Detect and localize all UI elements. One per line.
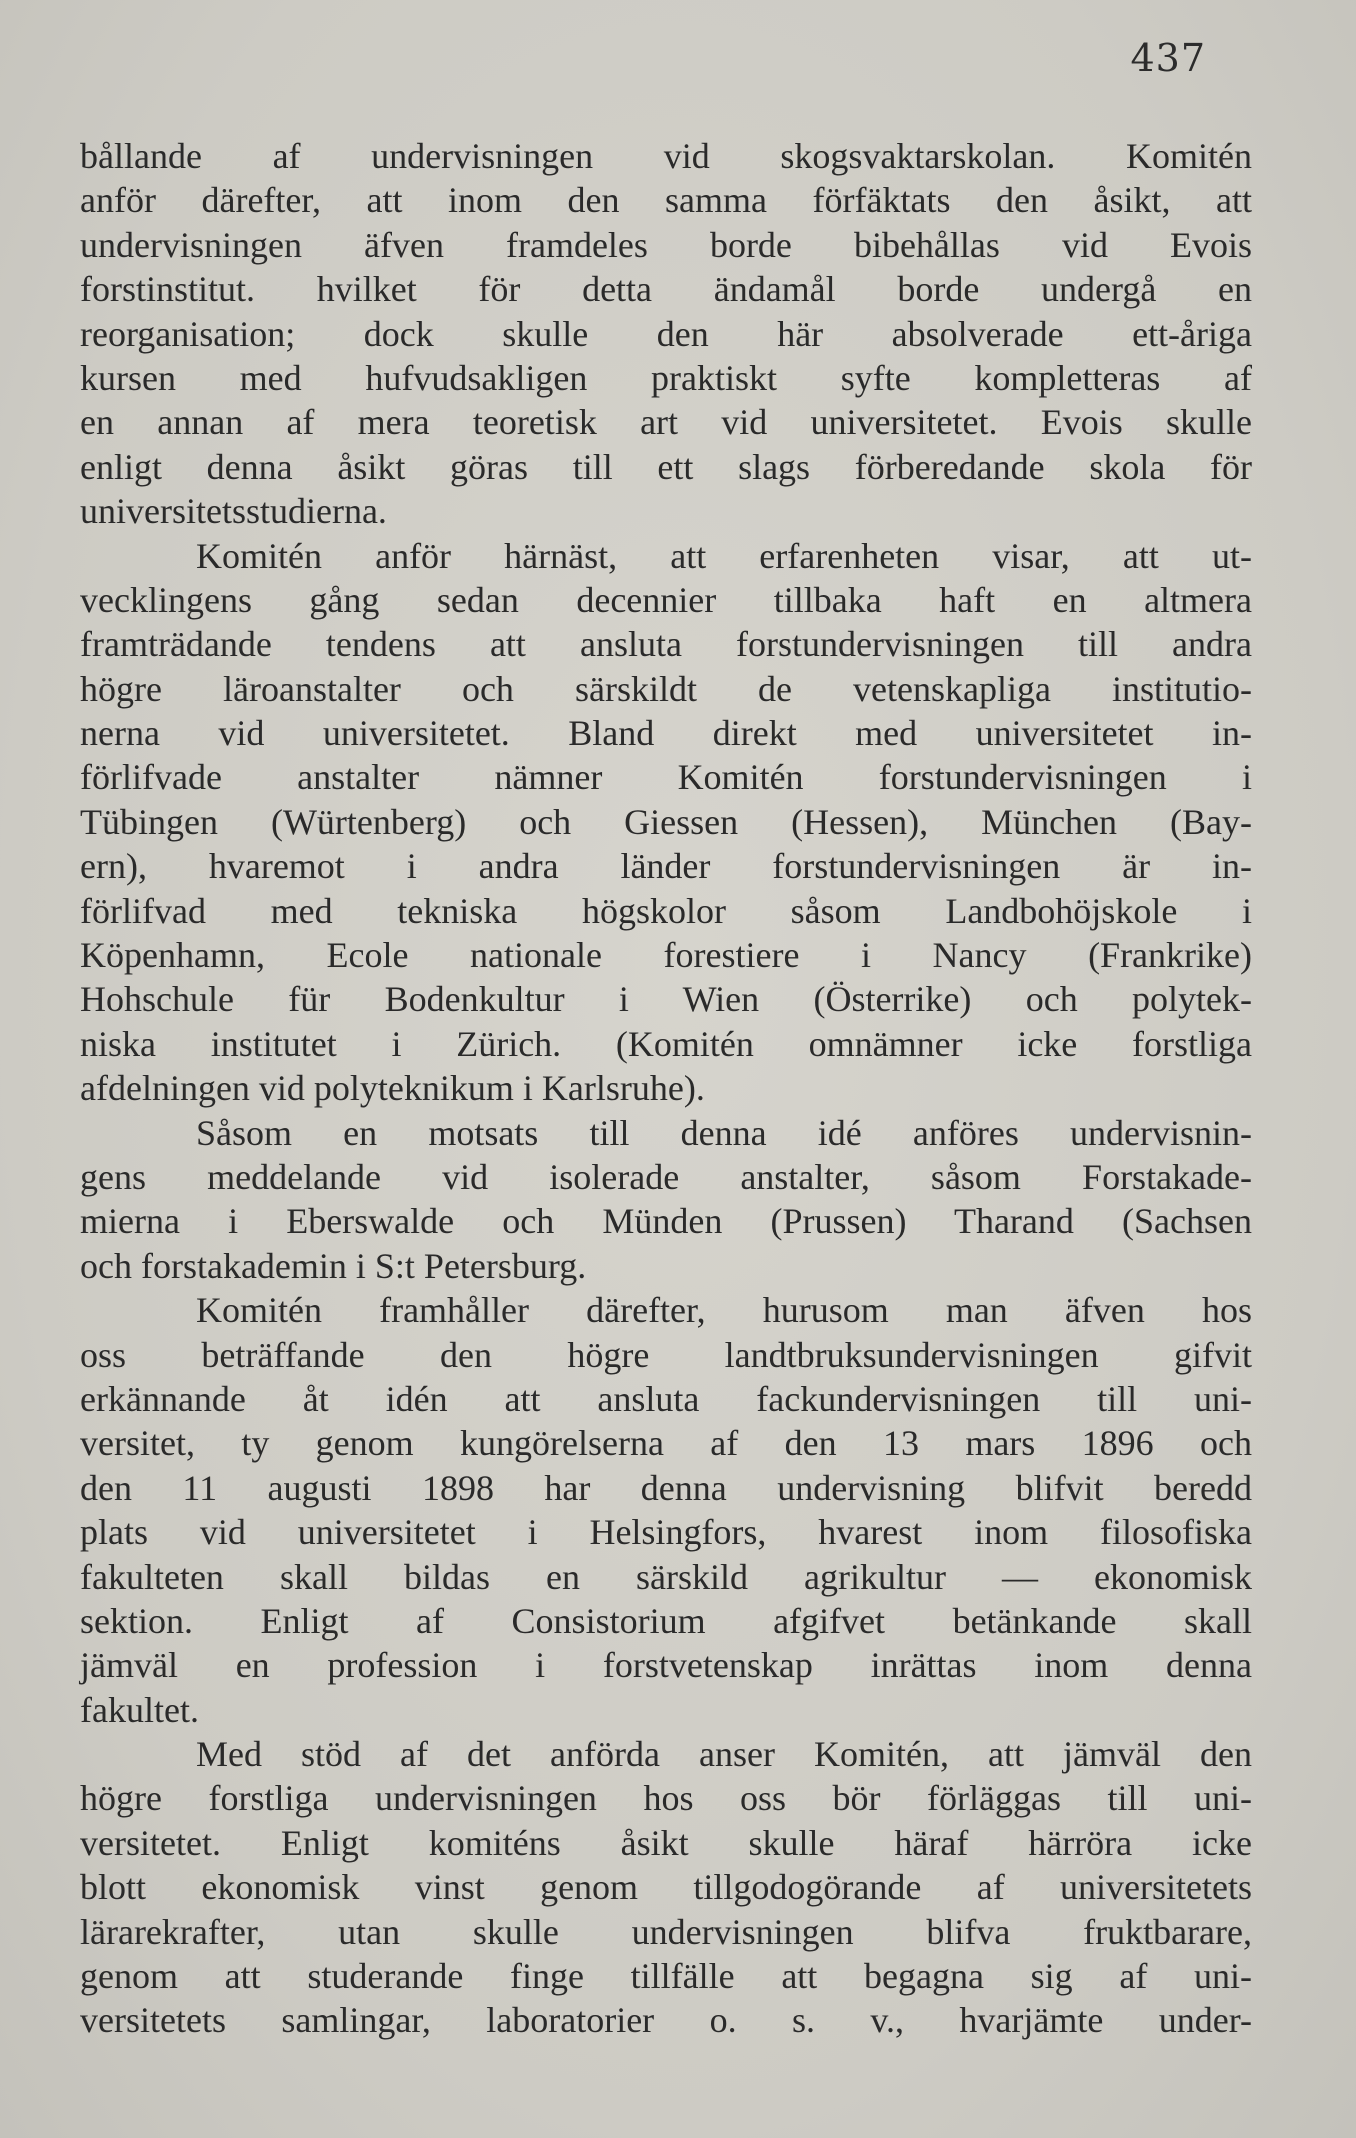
text-line: afdelningen vid polyteknikum i Karlsruhe). xyxy=(80,1068,705,1109)
text-line: mierna i Eberswalde och Münden (Prussen) Tharand (Sachsen xyxy=(80,1201,1252,1242)
text-line: niska institutet i Zürich. (Komitén omnämner icke forstliga xyxy=(80,1023,1252,1064)
text-line: versitet, ty genom kungörelserna af den 13 mars 1896 och xyxy=(80,1423,1252,1464)
paragraph-4 xyxy=(80,1288,1252,1732)
text-line: Tübingen (Würtenberg) och Giessen (Hessen), München (Bay- xyxy=(80,801,1252,842)
text-line: fakulteten skall bildas en särskild agrikultur — ekonomisk xyxy=(80,1556,1252,1597)
text-line: ern), hvaremot i andra länder forstundervisningen är in- xyxy=(80,846,1252,887)
text-line: Såsom en motsats till denna idé anföres undervisnin- xyxy=(196,1112,1252,1153)
text-line: framträdande tendens att ansluta forstundervisningen till andra xyxy=(80,624,1252,665)
text-line: gens meddelande vid isolerade anstalter, såsom Forstakade- xyxy=(80,1156,1252,1197)
text-line: vecklingens gång sedan decennier tillbaka haft en altmera xyxy=(80,579,1252,620)
text-line: sektion. Enligt af Consistorium afgifvet betänkande skall xyxy=(80,1600,1252,1641)
page-number: 437 xyxy=(1130,36,1206,80)
text-line: undervisningen äfven framdeles borde bibehållas vid Evois xyxy=(80,224,1252,265)
text-line: genom att studerande finge tillfälle att begagna sig af uni- xyxy=(80,1956,1252,1997)
text-line: Komitén framhåller därefter, hurusom man äfven hos xyxy=(196,1290,1252,1331)
text-line: versitetets samlingar, laboratorier o. s. v., hvarjämte under- xyxy=(80,2000,1252,2041)
text-line: högre forstliga undervisningen hos oss bör förläggas till uni- xyxy=(80,1778,1252,1819)
text-line: förlifvad med tekniska högskolor såsom Landbohöjskole i xyxy=(80,890,1252,931)
text-line: plats vid universitetet i Helsingfors, hvarest inom filosofiska xyxy=(80,1512,1252,1553)
paragraph-1 xyxy=(80,134,1252,534)
text-line: erkännande åt idén att ansluta fackundervisningen till uni- xyxy=(80,1378,1252,1419)
text-line: Köpenhamn, Ecole nationale forestiere i Nancy (Frankrike) xyxy=(80,935,1252,976)
text-line: högre läroanstalter och särskildt de vetenskapliga institutio- xyxy=(80,668,1252,709)
text-line: lärarekrafter, utan skulle undervisningen blifva fruktbarare, xyxy=(80,1911,1252,1952)
paragraph-3 xyxy=(80,1111,1252,1289)
text-line: blott ekonomisk vinst genom tillgodogörande af universitetets xyxy=(80,1867,1252,1908)
text-line: Komitén anför härnäst, att erfarenheten visar, att ut- xyxy=(196,535,1252,576)
text-line: enligt denna åsikt göras till ett slags förberedande skola för xyxy=(80,446,1252,487)
text-line: forstinstitut. hvilket för detta ändamål borde undergå en xyxy=(80,269,1252,310)
text-line: den 11 augusti 1898 har denna undervisning blifvit beredd xyxy=(80,1467,1252,1508)
text-line: versitetet. Enligt komiténs åsikt skulle häraf härröra icke xyxy=(80,1822,1252,1863)
text-line: bållande af undervisningen vid skogsvaktarskolan. Komitén xyxy=(80,136,1252,176)
text-line: en annan af mera teoretisk art vid universitetet. Evois skulle xyxy=(80,402,1252,443)
text-line: universitetsstudierna. xyxy=(80,491,387,532)
body-text xyxy=(80,134,1252,2043)
text-line: nerna vid universitetet. Bland direkt med universitetet in- xyxy=(80,713,1252,754)
text-line: Med stöd af det anförda anser Komitén, att jämväl den xyxy=(196,1734,1252,1775)
text-line: oss beträffande den högre landtbruksundervisningen gifvit xyxy=(80,1334,1252,1375)
text-line: förlifvade anstalter nämner Komitén forstundervisningen i xyxy=(80,757,1252,798)
text-line: jämväl en profession i forstvetenskap inrättas inom denna xyxy=(80,1645,1252,1686)
text-line: reorganisation; dock skulle den här absolverade ett-åriga xyxy=(80,313,1252,354)
text-line: och forstakademin i S:t Petersburg. xyxy=(80,1245,587,1286)
text-line: anför därefter, att inom den samma förfäktats den åsikt, att xyxy=(80,180,1252,221)
paragraph-2 xyxy=(80,534,1252,1111)
paragraph-5 xyxy=(80,1732,1252,2043)
text-line: kursen med hufvudsakligen praktiskt syfte kompletteras af xyxy=(80,357,1252,398)
text-line: fakultet. xyxy=(80,1689,199,1730)
text-line: Hohschule für Bodenkultur i Wien (Österrike) och polytek- xyxy=(80,979,1252,1020)
